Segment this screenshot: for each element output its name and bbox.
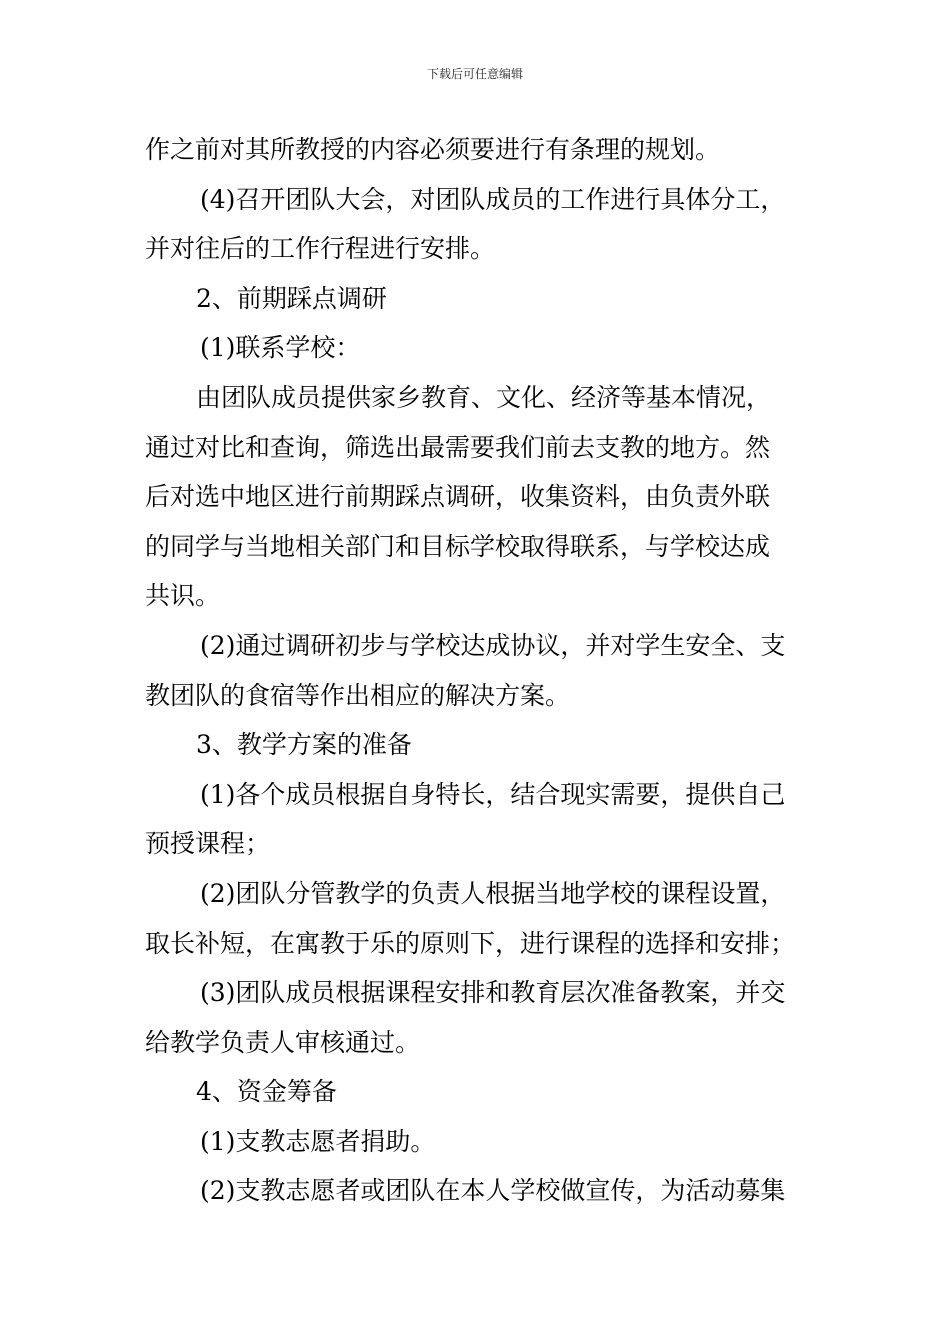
paragraph-line: (1)支教志愿者捐助。 — [200, 1126, 436, 1156]
paragraph-line: 通过对比和查询，筛选出最需要我们前去支教的地方。然 — [145, 432, 771, 462]
paragraph-line: (2)通过调研初步与学校达成协议，并对学生安全、支 — [200, 630, 786, 660]
paragraph-line: (1)联系学校： — [200, 333, 361, 363]
paragraph-line: (2)团队分管教学的负责人根据当地学校的课程设置， — [200, 878, 786, 908]
section-heading: 4、资金筹备 — [196, 1077, 337, 1107]
section-heading: 2、前期踩点调研 — [196, 283, 387, 313]
document-body — [145, 125, 807, 1216]
paragraph-line: 后对选中地区进行前期踩点调研，收集资料，由负责外联 — [145, 482, 771, 512]
section-heading: 3、教学方案的准备 — [196, 730, 412, 760]
paragraph-line: (2)支教志愿者或团队在本人学校做宣传，为活动募集 — [200, 1176, 786, 1206]
paragraph-line: 取长补短，在寓教于乐的原则下，进行课程的选择和安排； — [145, 928, 796, 958]
paragraph-line: (4)召开团队大会，对团队成员的工作进行具体分工， — [200, 184, 786, 214]
paragraph-line: (3)团队成员根据课程安排和教育层次准备教案，并交 — [200, 978, 786, 1008]
paragraph-line: 给教学负责人审核通过。 — [145, 1027, 421, 1057]
paragraph-line: 预授课程； — [145, 829, 271, 859]
page-header: 下载后可任意编辑 — [426, 67, 523, 81]
paragraph-line: (1)各个成员根据自身特长，结合现实需要，提供自己 — [200, 779, 786, 809]
paragraph-line: 并对往后的工作行程进行安排。 — [145, 234, 496, 264]
paragraph-line: 教团队的食宿等作出相应的解决方案。 — [145, 680, 571, 710]
paragraph-line: 由团队成员提供家乡教育、文化、经济等基本情况， — [196, 382, 772, 412]
paragraph-line: 共识。 — [145, 581, 221, 611]
paragraph-line: 的同学与当地相关部门和目标学校取得联系，与学校达成 — [145, 531, 771, 561]
paragraph-line: 作之前对其所教授的内容必须要进行有条理的规划。 — [145, 135, 721, 164]
